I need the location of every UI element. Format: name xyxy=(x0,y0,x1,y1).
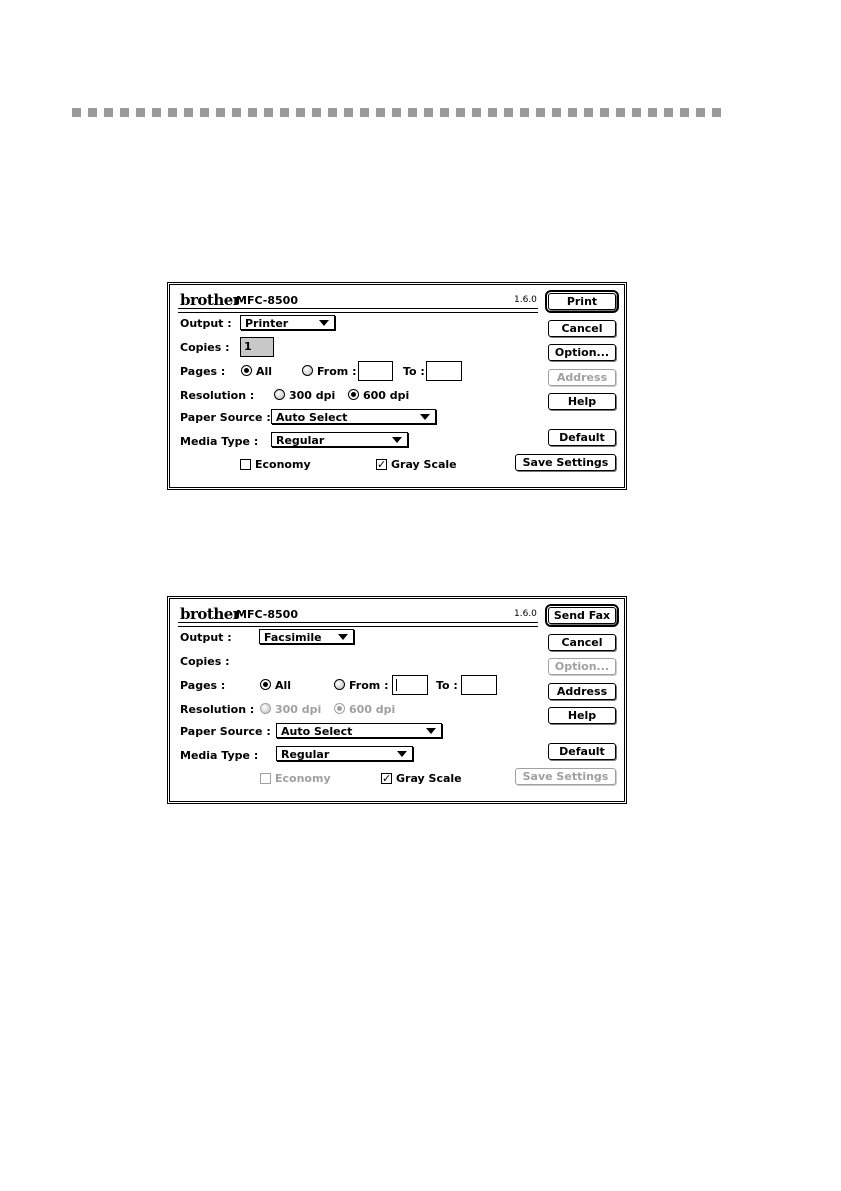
version-label: 1.6.0 xyxy=(514,609,537,619)
pages-from-input[interactable] xyxy=(358,361,393,381)
send-fax-button[interactable]: Send Fax xyxy=(548,607,616,624)
cancel-button[interactable]: Cancel xyxy=(548,634,616,651)
brand-logo: brother xyxy=(180,605,241,623)
pages-label: Pages : xyxy=(180,679,226,692)
version-label: 1.6.0 xyxy=(514,295,537,305)
pages-all-label: All xyxy=(275,679,292,692)
pages-all-radio[interactable] xyxy=(260,679,271,690)
economy-checkbox[interactable] xyxy=(260,773,271,784)
save-settings-button[interactable]: Save Settings xyxy=(515,768,616,785)
paper-source-value: Auto Select xyxy=(281,725,353,738)
output-popup[interactable] xyxy=(240,315,335,330)
res-300-label: 300 dpi xyxy=(275,703,322,716)
default-button[interactable]: Default xyxy=(548,429,616,446)
cancel-button[interactable]: Cancel xyxy=(548,320,616,337)
pages-from-radio[interactable] xyxy=(334,679,345,690)
save-settings-button[interactable]: Save Settings xyxy=(515,454,616,471)
fax-dialog xyxy=(167,596,627,804)
pages-all-label: All xyxy=(256,365,273,378)
help-button[interactable]: Help xyxy=(548,393,616,410)
paper-source-label: Paper Source : xyxy=(180,411,271,424)
pages-to-label: To : xyxy=(436,679,458,692)
gray-scale-checkbox[interactable]: ✓ xyxy=(377,458,387,471)
res-600-label: 600 dpi xyxy=(349,703,396,716)
pages-to-input[interactable] xyxy=(426,361,462,381)
pages-to-label: To : xyxy=(403,365,425,378)
chevron-down-icon xyxy=(420,414,430,420)
economy-label: Economy xyxy=(255,458,311,471)
res-300-radio[interactable] xyxy=(274,389,285,400)
resolution-label: Resolution : xyxy=(180,389,255,402)
gray-scale-label: Gray Scale xyxy=(396,772,462,785)
media-type-value: Regular xyxy=(281,748,330,761)
res-600-radio[interactable] xyxy=(348,389,359,400)
title-rule xyxy=(178,622,538,627)
res-300-radio[interactable] xyxy=(260,703,271,714)
economy-label: Economy xyxy=(275,772,331,785)
economy-checkbox[interactable] xyxy=(240,459,251,470)
media-type-value: Regular xyxy=(276,434,325,447)
print-button[interactable]: Print xyxy=(548,293,616,310)
print-dialog xyxy=(167,282,627,490)
paper-source-popup[interactable] xyxy=(276,723,442,738)
output-label: Output : xyxy=(180,631,232,644)
output-popup-value: Printer xyxy=(245,317,289,330)
pages-from-input[interactable] xyxy=(392,675,428,695)
res-600-label: 600 dpi xyxy=(363,389,410,402)
pages-all-radio[interactable] xyxy=(241,365,252,376)
pages-from-radio[interactable] xyxy=(302,365,313,376)
option-button[interactable]: Option... xyxy=(548,658,616,675)
copies-input[interactable]: 1 xyxy=(240,337,274,357)
chevron-down-icon xyxy=(397,751,407,757)
output-popup-value: Facsimile xyxy=(264,631,322,644)
media-type-label: Media Type : xyxy=(180,435,259,448)
model-name: MFC-8500 xyxy=(236,294,298,307)
address-button[interactable]: Address xyxy=(548,369,616,386)
media-type-popup[interactable] xyxy=(276,746,413,761)
pages-from-label: From : xyxy=(349,679,389,692)
text-caret xyxy=(396,679,397,691)
resolution-label: Resolution : xyxy=(180,703,255,716)
chevron-down-icon xyxy=(392,437,402,443)
chevron-down-icon xyxy=(426,728,436,734)
media-type-popup[interactable] xyxy=(271,432,408,447)
chevron-down-icon xyxy=(319,320,329,326)
default-button[interactable]: Default xyxy=(548,743,616,760)
option-button[interactable]: Option... xyxy=(548,344,616,361)
address-button[interactable]: Address xyxy=(548,683,616,700)
pages-to-input[interactable] xyxy=(461,675,497,695)
gray-scale-checkbox[interactable]: ✓ xyxy=(382,772,392,785)
title-rule xyxy=(178,308,538,313)
copies-label: Copies : xyxy=(180,655,230,668)
paper-source-label: Paper Source : xyxy=(180,725,271,738)
paper-source-popup[interactable] xyxy=(271,409,436,424)
header-dotted-rule xyxy=(72,108,728,117)
gray-scale-label: Gray Scale xyxy=(391,458,457,471)
model-name: MFC-8500 xyxy=(236,608,298,621)
help-button[interactable]: Help xyxy=(548,707,616,724)
res-600-radio[interactable] xyxy=(334,703,345,714)
output-label: Output : xyxy=(180,317,232,330)
copies-label: Copies : xyxy=(180,341,230,354)
output-popup[interactable] xyxy=(259,629,354,644)
pages-from-label: From : xyxy=(317,365,357,378)
media-type-label: Media Type : xyxy=(180,749,259,762)
chevron-down-icon xyxy=(338,634,348,640)
res-300-label: 300 dpi xyxy=(289,389,336,402)
brand-logo: brother xyxy=(180,291,241,309)
paper-source-value: Auto Select xyxy=(276,411,348,424)
pages-label: Pages : xyxy=(180,365,226,378)
